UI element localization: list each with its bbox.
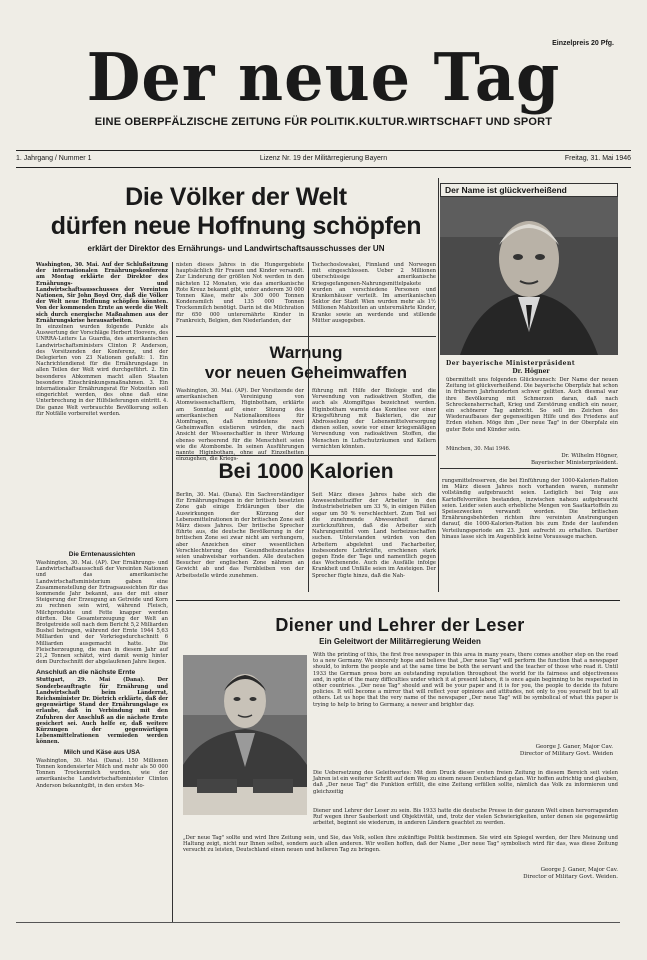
diener-english-signature-title: Director of Military Govt. Weiden [519,751,613,757]
anschluss-heading: Anschluß an die nächste Ernte [36,669,136,677]
lead-intro: Washington, 30. Mai. Auf der Schlußsitzung der internationalen Ernährungskonferenz am Montag erklärte der Direktor des Ernährungs- und Landwirtschaftsausschusses der Vereinten Nationen, Sir John Boyd Orr, daß die Völker der Welt neue Hoffnung schöpfen könnten. Von der kommenden Ernte an werde die Welt sich durch energische Maßnahmen aus der Ernährungskrise herausarbeiten. [36,262,168,324]
lead-column-1 [36,262,168,543]
issue-number: 1. Jahrgang / Nummer 1 [16,155,92,162]
ernte-text: Washington, 30. Mai. (AP). Der Ernährungs- und Landwirtschaftsausschuß der Vereinten Nationen und das amerikanische Landwirtschaftsministerium gaben eine Zusammenstellung der Ertragsaussichten für das kommende Jahr bekannt, aus der mit einer Steigerung der Erzeugung an Getreide und Korn zu rechnen sein wird, während Fleisch, Milchprodukte und Fette knapper werden dürften. Die Gesamterzeugung der Welt an Brotgetreide soll nach dem Bericht 5,2 Milliarden Bushel betragen, während der Ernte 1944 5,63 Milliarden und der Vorkriegsdurchschnitt 6 Milliarden ausgemacht hatte. Die Fleischerzeugung, die man in diesem Jahr auf 21,2 Tonnen schätzt, wird damit wenig hinter dem Durchschnitt der abgelaufenen Jahre liegen. [36,560,168,666]
column-rule [308,262,309,592]
glueck-place-date: München, 30. Mai 1946. [446,446,511,452]
lead-headline-line1: Die Völker der Welt [125,183,347,211]
portrait-caption: Der bayerische Ministerpräsident [446,360,576,367]
warnung-column-1: Washington, 30. Mai. (AP). Der Vorsitzende der amerikanischen Vereinigung von Atomwissenschaftlern, Higinbotham, erklärte am Sonntag auf einer Sitzung des amerikanischen Nationalkomitees für Atomfragen, daß mindestens zwei Geheimwaffen existieren würden, die nach Ansicht der Wissenschaftler in ihrer Wirkung ebenso verheerend für die Menschheit seien wie die Atombombe. In seinen Ausführungen nannte Higinbotham, ohne auf Einzelheiten einzugehen, die Kriegs- [176,388,304,463]
milch-heading: Milch und Käse aus USA [63,748,141,756]
glueck-box-title: Der Name ist glückverheißend [440,183,618,197]
lead-column-2: nisten dieses Jahres in die Hungergebiete hauptsächlich für Frauen und Kinder versandt. Zur Linderung der größten Not werden in den nächsten 12 Monaten, wie das amerikanische Rote Kreuz bekannt gibt, unter anderem 30 000 Tonnen Käse, mehr als 300 000 Tonnen Kondensmilch und 135 000 Tonnen Trockenmilch benötigt. Darin ist die Milchration für 650 000 unterernährte Kinder in Frankreich, Belgien, den Niederlanden, der [176,262,304,324]
ernte-heading: Die Erntenaussichten [68,551,136,558]
diener-headline: Diener und Lehrer der Leser [275,615,525,635]
divider [16,150,631,151]
divider [176,455,436,456]
milch-text: Washington, 30. Mai. (Dana). 150 Millionen Tonnen kondensierter Milch und mehr als 50 000 Tonnen Trockenmilch wurden, wie der amerikanische Landwirtschaftsminister Clinton Anderson bekanntgibt, in den ersten Mo- [36,757,168,789]
kalorien-column-2: Seit März dieses Jahres habe sich die Anwesenheitsziffer der Arbeiter in den Industriebetrieben um 33 %, in einigen Fällen sogar um 50 % verschlechtert. Zum Teil sei die zunehmende Abwesenheit darauf zurückzuführen, daß die Arbeiter sich Nahrungsmittel vom Land herbeizuschaffen suchen. Unterstanden würden von den Arbeitern abgelehnt und Facharbeiter, insbesondere Lehrkräfte, erschienen stark gegen Ende der Tage und namentlich gegen das Wochenende. Auch die Ausfälle infolge Krankheit und Unfälle seien im Ansteigen. Der Sprecher fügte hinzu, daß die Nah- [312,492,436,579]
kalorien-headline: Bei 1000 Kalorien [218,460,394,483]
lead-headline-line2: dürfen neue Hoffnung schöpfen [50,212,422,240]
masthead-tagline: EINE OBERPFÄLZISCHE ZEITUNG FÜR POLITIK.KULTUR.WIRTSCHAFT UND SPORT [94,116,553,128]
divider [16,922,620,923]
portrait-caption-name: Dr. Högner [512,368,550,375]
warnung-headline-line2: vor neuen Geheimwaffen [204,363,408,382]
column-rule [172,262,173,922]
kalorien-column-1: Berlin, 30. Mai. (Dana). Ein Sachverständiger für Ernährungsfragen in der britisch besetzten Zone gab einige Erklärungen über die Auswirkungen der Kürzung der Lebensmittelrationen in der britischen Zone seit März dieses Jahres. Der britische Sprecher führte aus, die deutsche Bevölkerung in der britischen Zone sei zwar nicht am verhungern, aber Anzeichen einer wesentlichen Verschlechterung des Gesundheitszustandes seien unabweisbar vorhanden. Alle deutschen Besucher der englischen Zone nähmen an Gewicht ab und das Fernbleiben von der Arbeitsstelle würde zunehmen. [176,492,304,579]
lead-subhead: erklärt der Direktor des Ernährungs- und Landwirtschaftsausschusses der UN [87,244,385,253]
diener-subhead: Ein Geleitwort der Militärregierung Weiden [319,637,481,646]
diener-german-text-3: „Der neue Tag" sollte und wird Ihre Zeitung sein, und Sie, das Volk, sollen ihre zukünftige Politik bestimmen. Sie wird ein Spiegel werden, der Ihre Meinung und Haltung zeigt, nicht nur Ihnen selbst, sondern auch allen anderen. Wir wollen hoffen, daß der Name „Der neue Tag" symbolisch wird für das, was diese Zeitung versucht zu leisten, Deutschland einen neuen und helleren Tag zu bringen. [183,835,618,854]
glueck-signature-title: Bayerischer Ministerpräsident. [530,460,618,466]
masthead-title: Der neue Tag [86,39,561,116]
lead-column-3: Tschechoslowakei, Finnland und Norwegen mit eingeschlossen. Ueber 2 Millionen überschüssige amerikanische Kriegsgefangenen-Nahrungsmittelpakete wurden an verschiedene Personen und Krankenhäuser verteilt. Im amerikanischen Sektor der Stadt Wien wurden mehr als 1½ Millionen Mahlzeiten an unterernährte Kinder, Kranke sowie an werdende und stillende Mütter ausgegeben. [312,262,436,324]
divider [176,336,436,337]
warnung-column-2: führung mit Hilfe der Biologie und die Verwendung von radioaktiven Stoffen, die auch als Atomgiftgas bezeichnet werden. Higinbotham warnte das Komitee vor einer Kriegsführung mit Bakterien, die zur Abdrosselung der Lebensmittelversorgung dienen sollen, sowie vor einer kriegsmäßigen Verwendung von radioaktiven Stoffen, die Menschen in Luftschutzräumen und Kellern vernichten könnten. [312,388,436,450]
glueck-text: übermittelt uns folgenden Glückwunsch: Der Name der neuen Zeitung ist glückverheißend. Die bayerische Oberpfalz hat schon in früheren Jahrhunderten schwer gelitten. Auch diesmal war ihre Bevölkerung mit Schmerzen daran, daß nach Schreckensherrschaft, Krieg und Zerstörung endlich ein neuer, ein schönerer Tag anbricht. So soll im Zeichen des Wiederaufbaues der gegenseitigen Hilfe und des Friedens auf Erden stehen. Möge ihm „Der neue Tag" in der Oberpfalz ein guter Bote und Künder sein. [446,377,618,433]
anschluss-text: Stuttgart, 29. Mai (Dana). Der Sonderbeauftragte für Ernährung und Landwirtschaft beim Länderrat, Reichsminister Dr. Dietrich erklärte, daß der gegenwärtige Stand der Ernährungslage es erlaube, daß in Verbindung mit den Zufuhren der Anschluß an die nächste Ernte gesichert sei. Auch helfe er, daß weitere Kürzungen der gegenwärtigen Lebensmittelrationen vermieden werden können. [36,677,168,746]
portrait-photo-hoegner [440,197,618,355]
issue-date: Freitag, 31. Mai 1946 [564,155,631,162]
glueck-signature-name: Dr. Wilhelm Högner, [561,453,618,459]
diener-german-text-2: Diener und Lehrer der Leser zu sein. Bis 1933 hatte die deutsche Presse in der ganzen Welt einen hervorragenden Ruf wegen ihrer Sauberkeit und Objektivität, und, trotz der vielen Schwierigkeiten, unter denen sie gegenwärtig arbeitet, beginnt sie wiederum, in anderen Ländern geachtet zu werden. [313,808,618,827]
divider [176,600,620,601]
kalorien-column-3: rungsmittelreserven, die bei Einführung der 1000-Kalorien-Ration im März diesen Jahres noch vorhanden waren, nunmehr vollständig aufgebraucht seien. Lediglich bei Teig aus Kartoffelvorräten bestanden, inzwischen nahezu aufgebraucht seien. Leider seien auch erhebliche Mengen von Saatkartoffeln zu Speisezwecken verwandt worden. Die britischen Ernährungsbehörden richten ihre vereinten Anstrengungen darauf, die 1000-Kalorien-Ration bis zum Ende der laufenden Verteilungsperiode am 23. Juni aufrecht zu erhalten. Darüber hinaus lasse sich im Augenblick keine Voraussage machen. [442,478,618,540]
warnung-headline-line1: Warnung [269,343,343,362]
price-label: Einzelpreis 20 Pfg. [552,40,614,47]
column-rule [438,178,439,592]
diener-english-text: With the printing of this, the first free newspaper in this area in many years, there comes another step on the road to a new Germany. We sincerely hope and believe that „Der neue Tag" will perform the function that a newspaper should, to inform the people and at the same time be both the servant and the teacher of those who read it. Until 1933 the German press bore an outstanding reputation throughout the world for its fairness and objectiveness and, in spite of the many difficulties under which it at present labors, it is once again beginning to be respected in other countries. „Der neue Tag" should and will be your paper and it is for you, the people to decide its future policies. It will become a mirror that will reflect your opinions and attitudes, not only to you yourself but to all others. Let us hope that the very name of the newspaper „Der neue Tag" will be symbolical of what this paper is trying to help to bring to Germany, a newer and brighter day. [313,652,618,708]
portrait-photo-ganer [183,655,307,815]
divider [16,167,631,168]
left-column-lower [36,548,168,920]
diener-german-signature-name: George J. Ganer, Major Cav. [540,867,618,873]
license-note: Lizenz Nr. 19 der Militärregierung Bayern [259,155,388,162]
diener-english-signature-name: George J. Ganer, Major Cav. [535,744,613,750]
lead-body: In einzelnen wurden folgende Punkte als Auswertung der Vorschläge Herbert Hoovers, des UNRRA-Leiters La Guardia, des amerikanischen Landwirtschaftsministers Clinton P. Anderson, des Vorsitzenden der Konferenz, und der Delegierten von 23 Nationen gefaßt: 1. Ein Nachrichtendienst für die Ernährungslage in allen Teilen der Welt wird durchgeführt. 2. Ein besonderes Abkommen macht allen Staaten besondere Einschränkungsmaßnahmen. 3. Ein internationaler Ernährungsrat für Notzeiten soll eingerichtet werden, des ohne daß eine Unterbrechung in der Hilfslieferungen eintritt. 4. Die ganze Welt verbrauchte Bevölkerung sollen für Notfälle vorbereitet werden. [36,324,168,417]
divider [440,468,618,469]
diener-german-text-1: Die Uebersetzung des Geleitwortes: Mit dem Druck dieser ersten freien Zeitung in diesem Bereich seit vielen Jahren ist ein weiterer Schritt auf dem Weg zu einem neuen Deutschland getan. Wir hoffen aufrichtig und glauben, daß „Der neue Tag" die Funktion erfüllt, die eine Zeitung erfüllen sollte, nämlich das Volk zu informieren und gleichzeitig [313,770,618,795]
diener-german-signature-title: Director of Military Govt. Weiden. [523,874,618,880]
